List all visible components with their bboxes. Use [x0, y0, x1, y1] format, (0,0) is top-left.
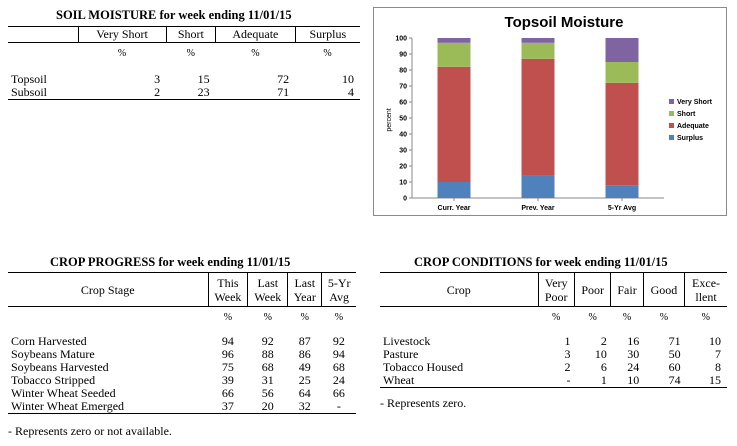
cell-value: 49 [298, 359, 311, 374]
table-row [8, 387, 356, 400]
cell-value: 75 [221, 359, 234, 374]
row-label: Pasture [383, 346, 419, 361]
chart-bar-segment [438, 43, 471, 67]
row-label: Winter Wheat Emerged [11, 398, 125, 413]
crop-conditions-table [380, 272, 727, 388]
unit-label: % [263, 312, 272, 324]
unit-label: % [223, 312, 233, 324]
soil-header-blank [8, 27, 78, 43]
unit-label: % [117, 48, 127, 60]
chart-y-axis-label: percent [386, 108, 393, 132]
cell-value: 2 [154, 84, 161, 99]
col-good: Good [643, 273, 684, 307]
chart-bar-segment [438, 67, 471, 182]
col-excellent: Exce- llent [685, 273, 727, 307]
chart-bar-segment [522, 43, 555, 59]
cell-value: 96 [221, 346, 234, 361]
cell-value: 88 [261, 346, 274, 361]
chart-legend-swatch [669, 99, 674, 104]
soil-col-surplus: Surplus [295, 27, 360, 43]
cell-value: 3 [154, 71, 161, 86]
topsoil-moisture-chart [373, 7, 727, 216]
cell-value: 25 [298, 372, 311, 387]
cell-value: 60 [668, 359, 681, 374]
chart-legend-label: Surplus [677, 135, 704, 142]
row-label: Tobacco Housed [383, 359, 464, 374]
crop-progress-footnote: - Represents zero or not available. [8, 424, 172, 438]
chart-legend-label: Adequate [677, 123, 709, 130]
chart-y-tick-label: 70 [399, 83, 407, 91]
cell-value: 94 [221, 333, 234, 348]
cell-value: 66 [221, 385, 234, 400]
cell-value: 71 [277, 84, 290, 99]
cell-value: 1 [564, 333, 571, 348]
chart-legend-swatch [669, 135, 674, 140]
chart-legend-label: Very Short [677, 99, 713, 106]
table-row [380, 348, 727, 361]
unit-label: % [588, 312, 597, 324]
chart-y-tick-label: 20 [399, 163, 407, 171]
cell-value: 68 [332, 359, 345, 374]
cell-value: 8 [715, 359, 721, 374]
chart-y-tick-label: 10 [399, 179, 407, 187]
cell-value: 7 [715, 346, 721, 361]
chart-x-tick-label: Prev. Year [521, 205, 555, 212]
cell-value: 74 [668, 372, 681, 387]
cell-value: 32 [298, 398, 311, 413]
table-row [8, 374, 356, 387]
cell-value: 10 [594, 346, 607, 361]
cell-value: 50 [668, 346, 681, 361]
crop-progress-table [8, 272, 356, 414]
soil-moisture-table [8, 26, 360, 100]
table-row [8, 86, 360, 100]
chart-legend-label: Short [677, 111, 696, 118]
col-5yr-avg: 5-Yr Avg [322, 273, 356, 307]
topsoil-moisture-chart-svg [374, 8, 726, 215]
cell-value: 15 [709, 372, 721, 387]
table-row [8, 73, 360, 86]
cell-value: 2 [600, 333, 607, 348]
cell-value: 3 [564, 346, 571, 361]
soil-col-short: Short [166, 27, 216, 43]
cell-value: 1 [600, 372, 607, 387]
chart-y-tick-label: 0 [403, 195, 407, 203]
cell-value: 2 [564, 359, 571, 374]
chart-y-tick-label: 100 [395, 35, 407, 43]
cell-value: 6 [600, 359, 607, 374]
cell-value: - [336, 398, 341, 413]
row-label: Winter Wheat Seeded [11, 385, 116, 400]
unit-label: % [334, 312, 344, 324]
chart-y-tick-label: 50 [399, 115, 407, 123]
crop-progress-title: CROP PROGRESS for week ending 11/01/15 [50, 255, 291, 269]
cell-value: 64 [298, 385, 311, 400]
row-label: Topsoil [11, 71, 47, 86]
cell-value: 92 [261, 333, 274, 348]
cell-value: 10 [709, 333, 721, 348]
cell-value: 56 [261, 385, 274, 400]
unit-label: % [659, 312, 669, 324]
unit-label: % [300, 312, 309, 324]
chart-bar-segment [606, 185, 639, 198]
cell-value: 31 [261, 372, 274, 387]
col-last-year: Last Year [288, 273, 322, 307]
crop-conditions-footnote: - Represents zero. [380, 396, 467, 410]
table-row [8, 400, 356, 414]
cell-value: 71 [668, 333, 681, 348]
table-row [8, 335, 356, 348]
soil-col-very-short: Very Short [78, 27, 166, 43]
unit-label: % [251, 48, 260, 60]
row-label: Soybeans Mature [11, 346, 95, 361]
cell-value: 92 [332, 333, 345, 348]
row-label: Soybeans Harvested [11, 359, 109, 374]
cell-value: 30 [627, 346, 640, 361]
cell-value: 86 [298, 346, 311, 361]
unit-label: % [622, 312, 632, 324]
col-fair: Fair [611, 273, 643, 307]
chart-legend-swatch [669, 123, 674, 128]
cell-value: 24 [627, 359, 640, 374]
table-row [380, 361, 727, 374]
chart-bar-segment [522, 176, 555, 198]
chart-x-tick-label: 5-Yr Avg [607, 205, 637, 212]
cell-value: 20 [261, 398, 274, 413]
col-this-week: This Week [208, 273, 248, 307]
soil-moisture-title: SOIL MOISTURE for week ending 11/01/15 [56, 8, 292, 22]
cell-value: 10 [627, 372, 640, 387]
chart-x-tick-label: Curr. Year [437, 205, 471, 212]
unit-label: % [701, 312, 710, 324]
crop-conditions-title: CROP CONDITIONS for week ending 11/01/15 [414, 255, 668, 269]
cell-value: 39 [221, 372, 234, 387]
chart-y-tick-label: 90 [399, 51, 407, 59]
chart-bar-segment [522, 38, 555, 43]
crop-header: Crop [380, 273, 538, 307]
col-last-week: Last Week [248, 273, 288, 307]
chart-bar-segment [522, 59, 555, 176]
cell-value: 23 [197, 84, 210, 99]
table-row [8, 361, 356, 374]
chart-y-tick-label: 30 [399, 147, 407, 155]
table-row [380, 335, 727, 348]
chart-bar-segment [606, 62, 639, 83]
table-row [380, 374, 727, 388]
row-label: Livestock [383, 333, 431, 348]
cell-value: 10 [342, 71, 354, 86]
cell-value: 66 [332, 385, 345, 400]
cell-value: 4 [348, 84, 354, 99]
cell-value: 15 [197, 71, 210, 86]
row-label: Tobacco Stripped [11, 372, 96, 387]
table-row [8, 348, 356, 361]
cell-value: 68 [261, 359, 274, 374]
chart-bar-segment [438, 182, 471, 198]
chart-y-tick-label: 80 [399, 67, 407, 75]
cell-value: 87 [298, 333, 311, 348]
chart-legend-swatch [669, 111, 674, 116]
chart-bar-segment [606, 38, 639, 62]
chart-bar-segment [606, 83, 639, 185]
chart-y-tick-label: 40 [399, 131, 407, 139]
row-label: Subsoil [11, 84, 48, 99]
unit-label: % [323, 48, 332, 60]
chart-title: Topsoil Moisture [504, 14, 624, 31]
chart-y-tick-label: 60 [399, 99, 407, 107]
soil-col-adequate: Adequate [216, 27, 296, 43]
row-label: Corn Harvested [11, 333, 87, 348]
crop-stage-header: Crop Stage [8, 273, 208, 307]
chart-bar-segment [438, 38, 471, 43]
cell-value: 24 [332, 372, 345, 387]
cell-value: 16 [627, 333, 640, 348]
col-very-poor: Very Poor [538, 273, 574, 307]
cell-value: 72 [277, 71, 290, 86]
unit-label: % [552, 312, 561, 324]
cell-value: 37 [221, 398, 234, 413]
cell-value: - [566, 372, 571, 387]
cell-value: 94 [332, 346, 345, 361]
col-poor: Poor [574, 273, 610, 307]
unit-label: % [186, 48, 195, 60]
row-label: Wheat [383, 372, 415, 387]
